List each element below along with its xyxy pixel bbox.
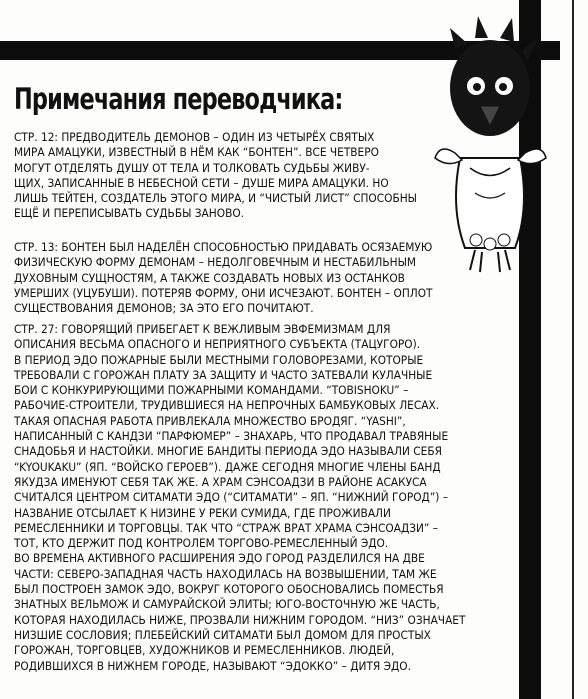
translator-note-2 <box>14 240 469 316</box>
note-line: ЛИШЬ ТЕЙТЕН, СОЗДАТЕЛЬ ЭТОГО МИРА, И “ЧИСТЫЙ ЛИСТ” СПОСОБНЫ <box>14 191 418 206</box>
note-line: ЩИХ, ЗАПИСАННЫЕ В НЕБЕСНОЙ СЕТИ – ДУШЕ МИРА АМАЦУКИ. НО <box>14 175 389 190</box>
note-line: СТР. 12: ПРЕДВОДИТЕЛЬ ДЕМОНОВ – ОДИН ИЗ ЧЕТЫРЁХ СВЯТЫХ <box>14 130 375 144</box>
note-line: ОПИСАНИЯ ВЕСЬМА ОПАСНОГО И НЕПРИЯТНОГО СУБЪЕКТА (ТАЦУГОРО). <box>14 337 421 352</box>
note-line: СУЩЕСТВОВАНИЯ ДЕМОНОВ; ЗА ЭТО ЕГО ПОЧИТАЮТ. <box>14 301 314 316</box>
note-line: СТР. 27: ГОВОРЯЩИЙ ПРИБЕГАЕТ К ВЕЖЛИВЫМ ЭВФЕМИЗМАМ ДЛЯ <box>14 322 391 336</box>
note-line: ЕЩЁ И ПЕРЕПИСЫВАТЬ СУДЬБЫ ЗАНОВО. <box>14 206 245 221</box>
note-line: “KYOUKAKU” (ЯП. “ВОЙСКО ГЕРОЕВ”). ДАЖЕ СЕГОДНЯ МНОГИЕ ЧЛЕНЫ БАНД <box>14 459 441 474</box>
note-line: ГОРОЖАН, ТОРГОВЦЕВ, ХУДОЖНИКОВ И РЕМЕСЛЕННИКОВ. ЛЮДЕЙ, <box>14 643 395 658</box>
note-line: СЧИТАЛСЯ ЦЕНТРОМ СИТАМАТИ ЭДО (“СИТАМАТИ” – ЯП. “НИЖНИЙ ГОРОД”) – <box>14 490 449 505</box>
note-line: БОИ С КОНКУРИРУЮЩИМИ ПОЖАРНЫМИ КОМАНДАМИ. “TOBISHOKU” – <box>14 383 409 398</box>
note-line: СНАДОБЬЯ И НАСТОЙКИ. МНОГИЕ БАНДИТЫ ПЕРИОДА ЭДО НАЗЫВАЛИ СЕБЯ <box>14 444 442 459</box>
translator-note-3 <box>14 322 505 674</box>
note-line: РЕМЕСЛЕННИКИ И ТОРГОВЦЫ. ТАК ЧТО “СТРАЖ ВРАТ ХРАМА СЭНСОАДЗИ” – <box>14 520 439 535</box>
note-line: НИЗШИЕ СОСЛОВИЯ; ПЛЕБЕЙСКИЙ СИТАМАТИ БЫЛ ДОМОМ ДЛЯ ПРОСТЫХ <box>14 627 431 642</box>
note-line: БЫЛ ПОСТРОЕН ЗАМОК ЭДО, ВОКРУГ КОТОРОГО ОБОСНОВАЛИСЬ ПОМЕСТЬЯ <box>14 582 444 597</box>
note-line: В ПЕРИОД ЭДО ПОЖАРНЫЕ БЫЛИ МЕСТНЫМИ ГОЛОВОРЕЗАМИ, КОТОРЫЕ <box>14 352 424 367</box>
note-line: МОГУТ ОТДЕЛЯТЬ ДУШУ ОТ ТЕЛА И ТОЛКОВАТЬ СУДЬБЫ ЖИВУ- <box>14 160 370 175</box>
note-line: ЗНАТНЫХ ВЕЛЬМОЖ И САМУРАЙСКОЙ ЭЛИТЫ; ЮГО-ВОСТОЧНУЮ ЖЕ ЧАСТЬ, <box>14 597 440 612</box>
note-line: СТР. 13: БОНТЕН БЫЛ НАДЕЛЁН СПОСОБНОСТЬЮ ПРИДАВАТЬ ОСЯЗАЕМУЮ <box>14 240 433 254</box>
note-line: НАПИСАННЫЙ С КАНДЗИ “ПАРФЮМЕР” – ЗНАХАРЬ, ЧТО ПРОДАВАЛ ТРАВЯНЫЕ <box>14 429 449 444</box>
right-page-edge <box>572 0 588 699</box>
note-line: РОДИВШИХСЯ В НИЖНЕМ ГОРОДЕ, НАЗЫВАЮТ “ЭДОККО” – ДИТЯ ЭДО. <box>14 658 411 673</box>
note-line: ВО ВРЕМЕНА АКТИВНОГО РАСШИРЕНИЯ ЭДО ГОРОД РАЗДЕЛИЛСЯ НА ДВЕ <box>14 551 425 566</box>
note-line: ДУХОВНЫМ СУЩНОСТЯМ, А ТАКЖЕ СОЗДАВАТЬ НОВЫХ ИЗ ОСТАНКОВ <box>14 270 405 285</box>
note-line: ТАКАЯ ОПАСНАЯ РАБОТА ПРИВЛЕКАЛА МНОЖЕСТВО БРОДЯГ. “YASHI”, <box>14 413 406 428</box>
note-line: ТОТ, КТО ДЕРЖИТ ПОД КОНТРОЛЕМ ТОРГОВО-РЕМЕСЛЕННЫЙ ЭДО. <box>14 536 389 551</box>
note-line: ТРЕБОВАЛИ С ГОРОЖАН ПЛАТУ ЗА ЗАЩИТУ И ЧАСТО ЗАТЕВАЛИ КУЛАЧНЫЕ <box>14 367 433 382</box>
note-line: МИРА АМАЦУКИ, ИЗВЕСТНЫЙ В НЁМ КАК “БОНТЕН”. ВСЕ ЧЕТВЕРО <box>14 145 379 160</box>
note-line: НАЗВАНИЕ ОТСЫЛАЕТ К НИЗИНЕ У РЕКИ СУМИДА, ГДЕ ПРОЖИВАЛИ <box>14 505 391 520</box>
note-line: ЯКУДЗА ИМЕНУЮТ СЕБЯ ТАК ЖЕ. А ХРАМ СЭНСОАДЗИ В РАЙОНЕ АСАКУСА <box>14 474 427 489</box>
translator-note-1 <box>14 130 452 222</box>
note-line: КОТОРАЯ НАХОДИЛАСЬ НИЖЕ, ПРОЗВАЛИ НИЖНИМ ГОРОДОМ. “НИЗ” ОЗНАЧАЕТ <box>14 612 466 627</box>
note-line: УМЕРШИХ (УЦУБУШИ). ПОТЕРЯВ ФОРМУ, ОНИ ИСЧЕЗАЮТ. БОНТЕН – ОПЛОТ <box>14 285 433 300</box>
note-line: РАБОЧИЕ-СТРОИТЕЛИ, ТРУДИВШИЕСЯ НА НЕПРОЧНЫХ БАМБУКОВЫХ ЛЕСАХ. <box>14 398 440 413</box>
note-line: ФИЗИЧЕСКУЮ ФОРМУ ДЕМОНАМ – НЕДОЛГОВЕЧНЫМ И НЕСТАБИЛЬНЫМ <box>14 255 417 270</box>
page-title: Примечания переводчика: <box>14 82 343 116</box>
note-line: ЧАСТИ: СЕВЕРО-ЗАПАДНАЯ ЧАСТЬ НАХОДИЛАСЬ НА ВОЗВЫШЕНИИ, ТАМ ЖЕ <box>14 566 437 581</box>
